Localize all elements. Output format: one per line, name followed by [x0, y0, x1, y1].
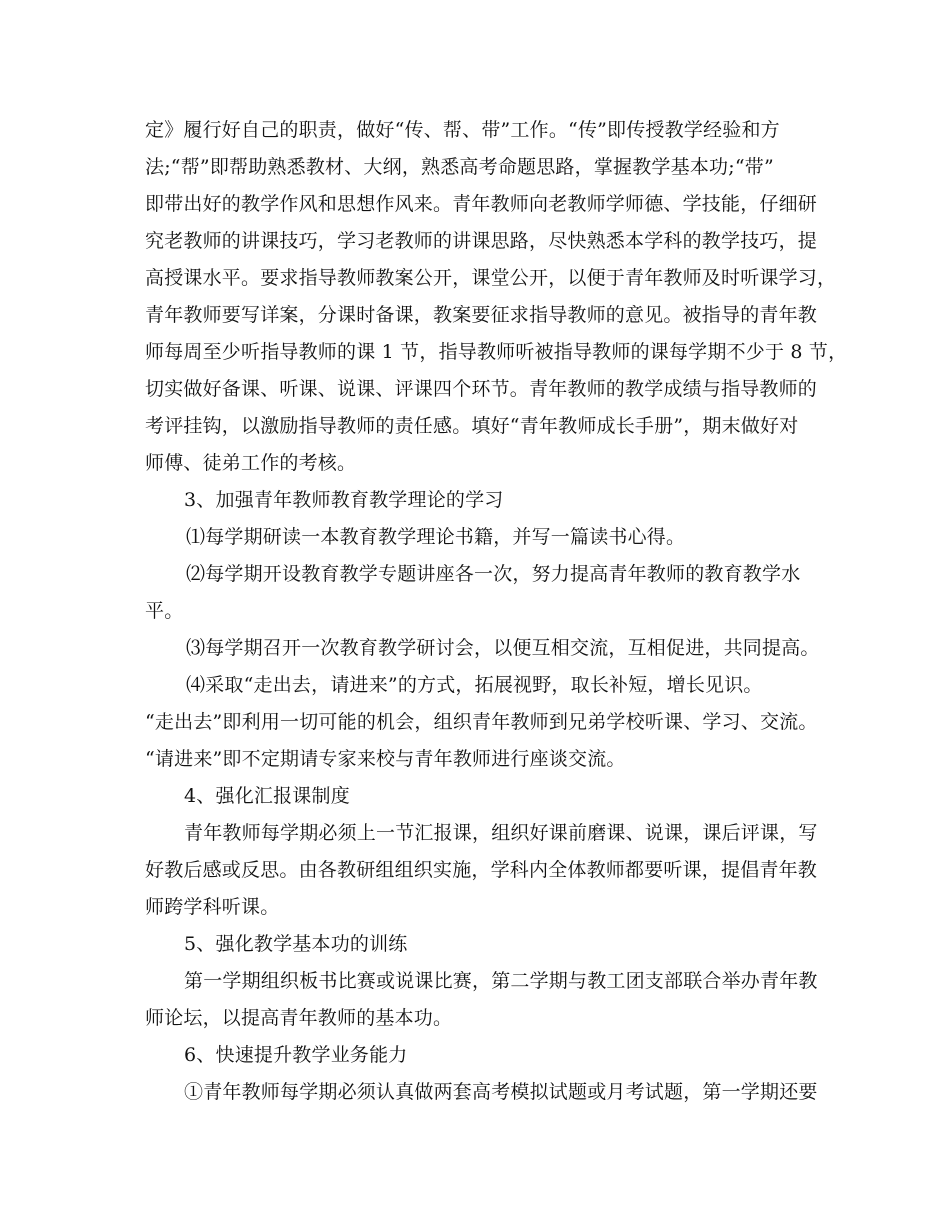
section-heading: 4、强化汇报课制度 — [184, 785, 350, 807]
paragraph-line: 第一学期组织板书比赛或说课比赛，第二学期与教工团支部联合举办青年教 — [184, 970, 818, 992]
paragraph-line: 定》履行好自己的职责，做好“传、帮、带”工作。“传”即传授教学经验和方 — [145, 119, 780, 141]
paragraph-line: 法;“帮”即帮助熟悉教材、大纲，熟悉高考命题思路，掌握教学基本功;“带” — [145, 156, 774, 178]
paragraph-line: 青年教师每学期必须上一节汇报课，组织好课前磨课、说课，课后评课，写 — [184, 822, 818, 844]
paragraph-line: 师跨学科听课。 — [145, 896, 280, 918]
paragraph-line: 考评挂钩，以激励指导教师的责任感。填好“青年教师成长手册”，期末做好对 — [145, 415, 799, 437]
paragraph-line: “请进来”即不定期请专家来校与青年教师进行座谈交流。 — [145, 748, 626, 770]
paragraph-line: 究老教师的讲课技巧，学习老教师的讲课思路，尽快熟悉本学科的教学技巧，提 — [145, 230, 818, 252]
list-item: ⑵每学期开设教育教学专题讲座各一次，努力提高青年教师的教育教学水 — [186, 563, 801, 585]
paragraph-line: 好教后感或反思。由各教研组组织实施，学科内全体教师都要听课，提倡青年教 — [145, 859, 818, 881]
list-item: ⑷采取“走出去，请进来”的方式，拓展视野，取长补短，增长见识。 — [186, 674, 763, 696]
paragraph-line: 平。 — [145, 600, 184, 622]
paragraph-line: 高授课水平。要求指导教师教案公开，课堂公开，以便于青年教师及时听课学习， — [145, 267, 837, 289]
section-heading: 6、快速提升教学业务能力 — [184, 1044, 408, 1066]
paragraph-line: 切实做好备课、听课、说课、评课四个环节。青年教师的教学成绩与指导教师的 — [145, 378, 818, 400]
list-item: ①青年教师每学期必须认真做两套高考模拟试题或月考试题，第一学期还要 — [184, 1081, 818, 1103]
section-heading: 3、加强青年教师教育教学理论的学习 — [184, 489, 504, 511]
paragraph-line: “走出去”即利用一切可能的机会，组织青年教师到兄弟学校听课、学习、交流。 — [145, 711, 818, 733]
paragraph-line: 师论坛，以提高青年教师的基本功。 — [145, 1007, 453, 1029]
paragraph-line: 师傅、徒弟工作的考核。 — [145, 452, 357, 474]
section-heading: 5、强化教学基本功的训练 — [184, 933, 408, 955]
list-item: ⑴每学期研读一本教育教学理论书籍，并写一篇读书心得。 — [186, 526, 686, 548]
paragraph-line: 师每周至少听指导教师的课 1 节，指导教师听被指导教师的课每学期不少于 8 节， — [145, 341, 848, 363]
list-item: ⑶每学期召开一次教育教学研讨会，以便互相交流，互相促进，共同提高。 — [186, 637, 820, 659]
paragraph-line: 即带出好的教学作风和思想作风来。青年教师向老教师学师德、学技能，仔细研 — [145, 193, 818, 215]
paragraph-line: 青年教师要写详案，分课时备课，教案要征求指导教师的意见。被指导的青年教 — [145, 304, 818, 326]
